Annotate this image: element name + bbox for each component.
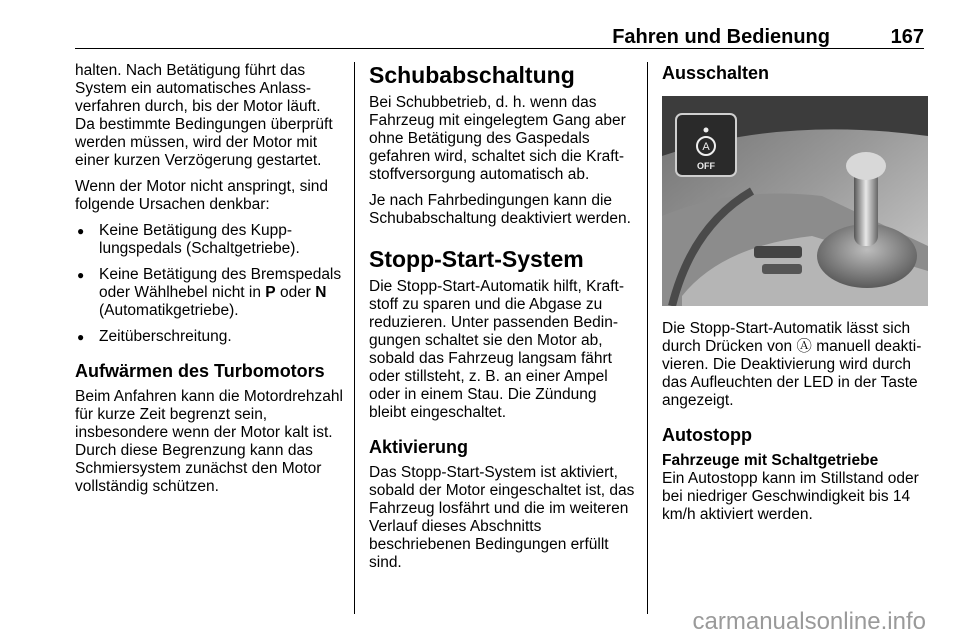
list-item-text: Keine Betätigung des Bremspedals oder Wählhebel nicht in	[99, 266, 342, 301]
col3-paragraph-1-text: Die Stopp-Start-Automatik lässt sich durch Drücken von	[662, 320, 911, 355]
auto-stop-icon: Ⓐ	[796, 338, 812, 355]
gear-p-label: P	[265, 284, 276, 301]
list-item	[75, 266, 343, 320]
page-number: 167	[890, 26, 924, 48]
list-item-text: Zeitüberschreitung.	[99, 328, 232, 345]
column-divider-2	[647, 62, 648, 614]
header-title: Fahren und Bedienung	[612, 26, 830, 48]
col1-paragraph-1: halten. Nach Betätigung führt das System ein automatisches Anlassverfahren durch, bis der Motor läuft. Da bestimmte Bedingungen überprüft werden müssen, wird der Motor mit einer kurzen Verzögerung gestartet.	[75, 62, 333, 169]
column-1	[75, 62, 343, 504]
gear-n-label: N	[315, 284, 327, 301]
section-heading-aktivierung: Aktivierung	[369, 437, 469, 457]
header-rule	[75, 48, 924, 49]
list-item-text: oder	[275, 284, 316, 301]
list-item	[75, 328, 343, 346]
col1-paragraph-2: Wenn der Motor nicht anspringt, sind folgende Ursachen denkbar:	[75, 178, 329, 213]
list-item-text: (Automatikgetriebe).	[99, 302, 239, 319]
list-item-text: Keine Betätigung des Kupplungspedals (Schaltgetriebe).	[99, 222, 300, 257]
watermark: carmanualsonline.info	[692, 608, 926, 635]
section-heading-schubabschaltung: Schubabschaltung	[369, 62, 575, 88]
column-divider-1	[354, 62, 355, 614]
section-heading-stopp-start: Stopp-Start-System	[369, 246, 584, 272]
column-3	[662, 62, 928, 532]
col3-paragraph-1-text-end: manuell deaktivieren. Die Deaktivierung wird durch das Aufleuchten der LED in der Taste angezeigt.	[662, 338, 922, 409]
col2-paragraph-1: Bei Schubbetrieb, d. h. wenn das Fahrzeug mit eingelegtem Gang aber ohne Betätigung des Gaspedals gefahren wird, schaltet sich die Kraftstoffversorgung automatisch ab.	[369, 94, 626, 183]
stop-start-button-photo	[662, 96, 928, 306]
col2-paragraph-4: Das Stopp-Start-System ist aktiviert, sobald der Motor eingeschaltet ist, das Fahrzeug losfährt und die im weiteren Verlauf dieses Abschnitts beschriebenen Bedingungen erfüllt sind.	[369, 464, 635, 571]
col3-paragraph-2: Ein Autostopp kann im Stillstand oder bei niedriger Geschwindigkeit bis 14 km/h aktiviert werden.	[662, 470, 919, 523]
subheading-schaltgetriebe: Fahrzeuge mit Schaltgetriebe	[662, 452, 879, 469]
column-2	[369, 62, 637, 580]
section-heading-autostopp: Autostopp	[662, 425, 752, 445]
cause-list	[75, 222, 343, 346]
col3-paragraph-1	[662, 320, 928, 410]
svg-text:A: A	[702, 141, 710, 153]
col2-paragraph-2: Je nach Fahrbedingungen kann die Schubabschaltung deaktiviert werden.	[369, 192, 631, 227]
list-item	[75, 222, 343, 258]
section-heading-turbo: Aufwärmen des Turbomotors	[75, 361, 325, 381]
col1-paragraph-3: Beim Anfahren kann die Motordrehzahl für kurze Zeit begrenzt sein, insbesondere wenn der Motor kalt ist. Durch diese Begrenzung kann das Schmiersystem zunächst den Motor vollständig schützen.	[75, 388, 343, 495]
section-heading-ausschalten: Ausschalten	[662, 63, 770, 83]
photo-off-label: OFF	[697, 161, 715, 171]
col2-paragraph-3: Die Stopp-Start-Automatik hilft, Kraftstoff zu sparen und die Abgase zu reduzieren. Unter passenden Bedingungen schaltet sie den Motor ab, sobald das Fahrzeug langsam fährt oder stillsteht, z. B. an einer Ampel oder in einem Stau. Die Zündung bleibt eingeschaltet.	[369, 278, 624, 421]
